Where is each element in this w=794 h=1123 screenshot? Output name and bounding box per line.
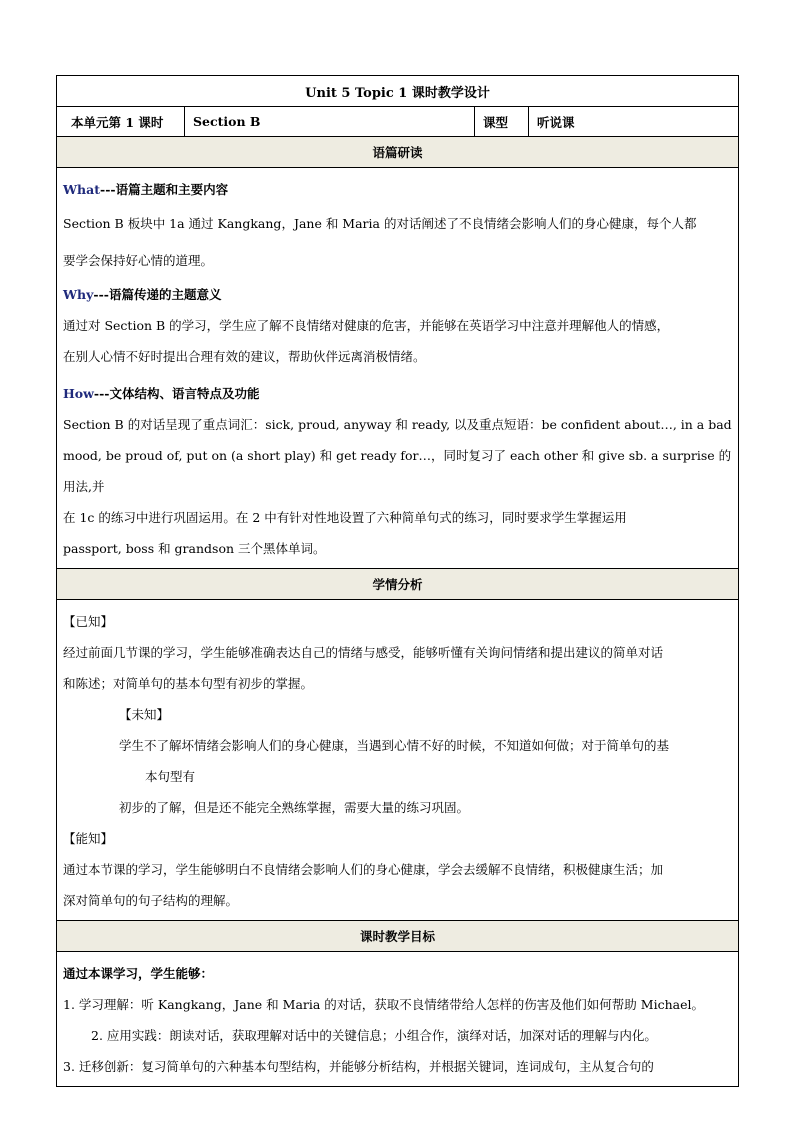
- unknown-label: 【未知】: [119, 707, 170, 722]
- known-body-line2: 和陈述；对简单句的基本句型有初步的掌握。: [63, 676, 314, 691]
- objectives-intro: 通过本课学习，学生能够：: [63, 966, 214, 981]
- section-heading-objectives: 课时教学目标: [57, 921, 739, 952]
- why-body-line1: 通过对 Section B 的学习，学生应了解不良情绪对健康的危害，并能够在英语学习中注意并理解他人的情感，: [63, 318, 670, 333]
- unknown-line2: 本句型有: [145, 769, 196, 784]
- text-study-content: [57, 168, 739, 569]
- what-body-line1: Section B 板块中 1a 通过 Kangkang，Jane 和 Maria 的对话阐述了不良情绪会影响人们的身心健康，每个人都: [63, 216, 697, 231]
- lesson-plan-page: [56, 75, 738, 1087]
- type-value: 听说课: [529, 107, 739, 137]
- how-body-line1: Section B 的对话呈现了重点词汇：sick, proud, anyway 和 ready, 以及重点短语：be confident about…, in a bad: [63, 417, 732, 432]
- why-body-line2: 在别人心情不好时提出合理有效的建议，帮助伙伴远离消极情绪。: [63, 349, 426, 364]
- able-label: 【能知】: [63, 831, 114, 846]
- lesson-number: 本单元第 1 课时: [57, 107, 185, 137]
- type-label: 课型: [475, 107, 529, 137]
- objective-1: 1. 学习理解：听 Kangkang，Jane 和 Maria 的对话，获取不良情绪带给人怎样的伤害及他们如何帮助 Michael。: [63, 997, 704, 1012]
- objective-3: 3. 迁移创新：复习简单句的六种基本句型结构，并能够分析结构，并根据关键词，连词成句，主从复合句的: [63, 1059, 654, 1074]
- how-body-line2: mood, be proud of, put on (a short play) 和 get ready for…，同时复习了 each other 和 give sb. a surprise 的用法,并: [63, 448, 732, 494]
- learner-analysis-content: [57, 600, 739, 921]
- unknown-line3: 初步的了解，但是还不能完全熟练掌握，需要大量的练习巩固。: [119, 800, 470, 815]
- why-heading: Why---语篇传递的主题意义: [63, 287, 222, 302]
- section-heading-learner-analysis: 学情分析: [57, 569, 739, 600]
- objective-2: 2. 应用实践：朗读对话，获取理解对话中的关键信息；小组合作，演绎对话，加深对话的理解与内化。: [91, 1028, 657, 1043]
- document-title: Unit 5 Topic 1 课时教学设计: [57, 76, 739, 107]
- unknown-line1: 学生不了解坏情绪会影响人们的身心健康，当遇到心情不好的时候，不知道如何做；对于简单句的基: [119, 738, 670, 753]
- how-heading: How---文体结构、语言特点及功能: [63, 386, 260, 401]
- what-heading: What---语篇主题和主要内容: [63, 182, 229, 197]
- how-body-line4: passport, boss 和 grandson 三个黑体单词。: [63, 541, 326, 556]
- how-body-line3: 在 1c 的练习中进行巩固运用。在 2 中有针对性地设置了六种简单句式的练习，同时要求学生掌握运用: [63, 510, 627, 525]
- section-name: Section B: [185, 107, 475, 137]
- section-heading-text-study: 语篇研读: [57, 137, 739, 168]
- able-body-line2: 深对简单句的句子结构的理解。: [63, 893, 239, 908]
- objectives-content: [57, 952, 739, 1087]
- known-label: 【已知】: [63, 614, 114, 629]
- what-body-line2: 要学会保持好心情的道理。: [63, 253, 214, 268]
- known-body-line1: 经过前面几节课的学习，学生能够准确表达自己的情绪与感受，能够听懂有关询问情绪和提出建议的简单对话: [63, 645, 664, 660]
- able-body-line1: 通过本节课的学习，学生能够明白不良情绪会影响人们的身心健康，学会去缓解不良情绪，积极健康生活；加: [63, 862, 664, 877]
- lesson-plan-table: [56, 75, 739, 1087]
